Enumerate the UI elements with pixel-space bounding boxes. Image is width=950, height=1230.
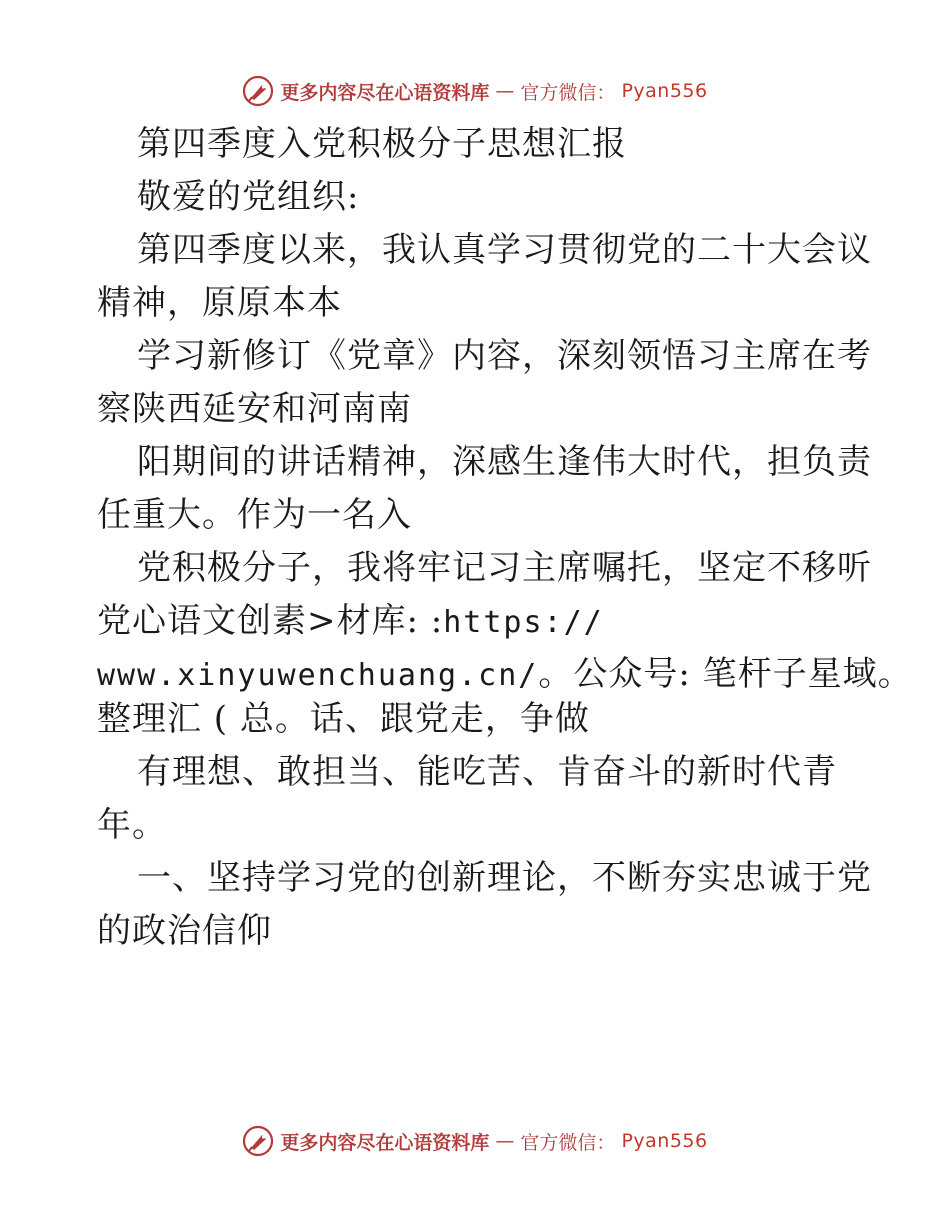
salutation: 敬爱的党组织:	[137, 177, 360, 217]
paragraph-line	[97, 599, 857, 644]
banner-brand-text: 更多内容尽在心语资料库	[280, 81, 490, 104]
paragraph-line: 有理想、敢担当、能吃苦、肯奋斗的新时代青	[137, 752, 837, 792]
section-heading-continued: 的政治信仰	[97, 911, 272, 951]
paragraph-line: 年。	[97, 805, 167, 845]
source-note-text: 党心语文创素>材库: :	[97, 601, 444, 641]
banner-wechat-label: 官方微信：	[520, 81, 616, 104]
document-body	[97, 122, 913, 954]
header-banner	[0, 74, 950, 108]
banner-brand-text: 更多内容尽在心语资料库	[280, 1131, 490, 1154]
document-title: 第四季度入党积极分子思想汇报	[137, 124, 627, 164]
wechat-account-note: 。公众号: 笔杆子星域。	[538, 654, 913, 694]
paragraph-line: 学习新修订《党章》内容，深刻领悟习主席在考	[137, 336, 872, 376]
paragraph-line: 精神，原原本本	[97, 283, 342, 323]
pen-nib-logo-icon	[242, 75, 274, 107]
paragraph-line	[97, 652, 913, 697]
banner-separator: —	[495, 1130, 515, 1152]
banner-wechat-id: Pyan556	[621, 1130, 708, 1152]
paragraph-line: 党积极分子，我将牢记习主席嘱托，坚定不移听	[137, 548, 872, 588]
paragraph-line: 整理汇 ( 总。话、跟党走，争做	[97, 699, 590, 739]
paragraph-line: 任重大。作为一名入	[97, 495, 412, 535]
banner-wechat-label: 官方微信：	[520, 1131, 616, 1154]
source-url: www.xinyuwenchuang.cn/	[97, 658, 539, 693]
paragraph-line: 察陕西延安和河南南	[97, 389, 412, 429]
banner-separator: —	[495, 80, 515, 102]
banner-wechat-id: Pyan556	[621, 80, 708, 102]
source-url-part: https://	[443, 605, 604, 640]
pen-nib-logo-icon	[242, 1125, 274, 1157]
paragraph-line: 第四季度以来，我认真学习贯彻党的二十大会议	[137, 230, 872, 270]
footer-banner	[0, 1124, 950, 1158]
section-heading: 一、坚持学习党的创新理论，不断夯实忠诚于党	[137, 858, 872, 898]
paragraph-line: 阳期间的讲话精神，深感生逢伟大时代，担负责	[137, 442, 872, 482]
